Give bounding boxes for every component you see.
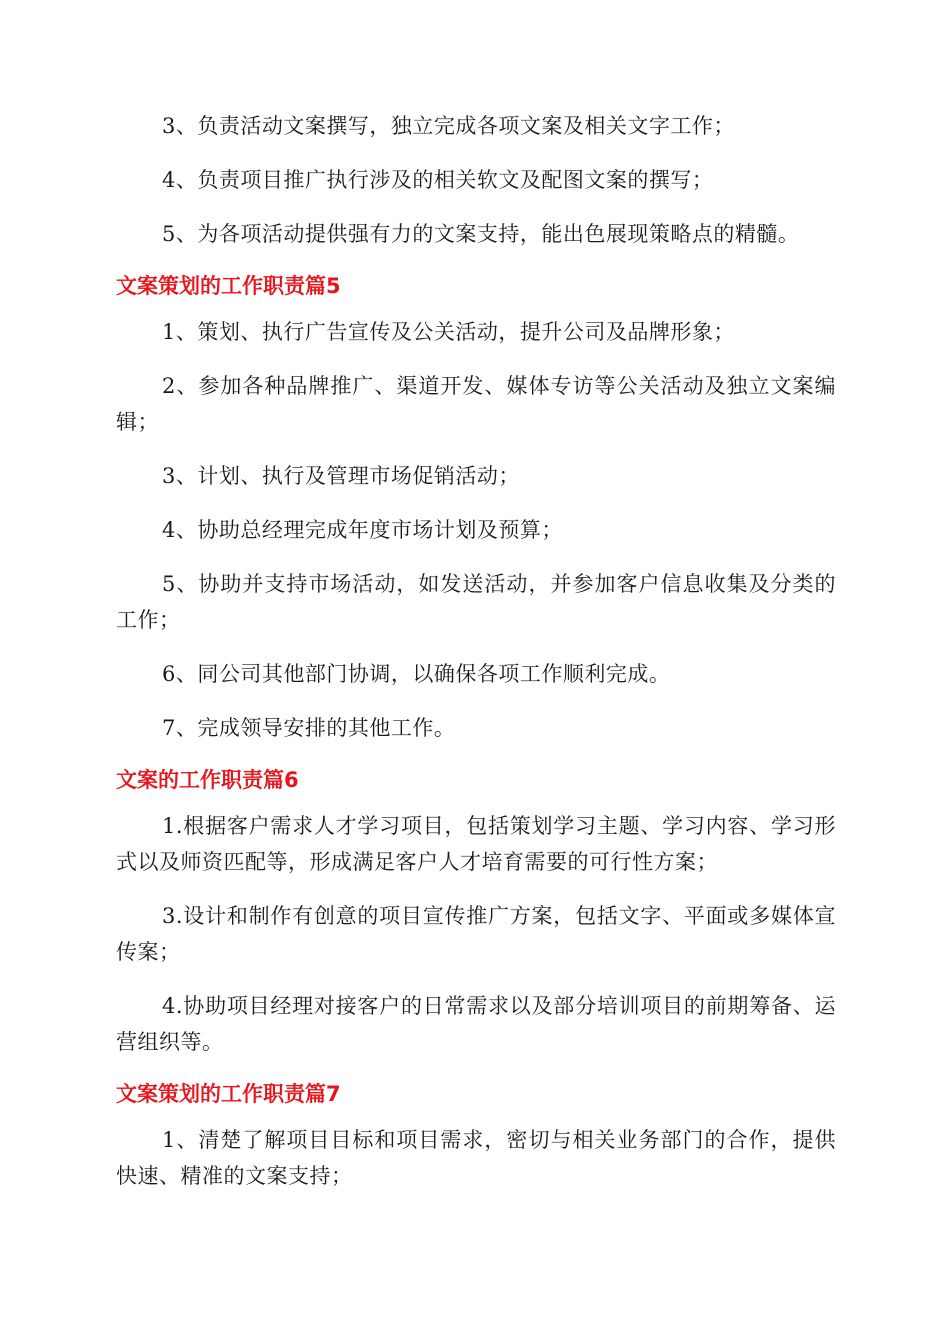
- paragraph: 2、参加各种品牌推广、渠道开发、媒体专访等公关活动及独立文案编辑；: [116, 374, 836, 434]
- paragraph: 4、负责项目推广执行涉及的相关软文及配图文案的撰写；: [162, 168, 714, 192]
- paragraph: 6、同公司其他部门协调，以确保各项工作顺利完成。: [162, 662, 671, 686]
- paragraph: 7、完成领导安排的其他工作。: [162, 716, 456, 740]
- paragraph: 4、协助总经理完成年度市场计划及预算；: [162, 518, 563, 542]
- paragraph: 3、负责活动文案撰写，独立完成各项文案及相关文字工作；: [162, 114, 735, 138]
- paragraph: 5、协助并支持市场活动，如发送活动，并参加客户信息收集及分类的工作；: [116, 572, 836, 632]
- paragraph: 1、策划、执行广告宣传及公关活动，提升公司及品牌形象；: [162, 320, 735, 344]
- paragraph: 4.协助项目经理对接客户的日常需求以及部分培训项目的前期筹备、运营组织等。: [116, 994, 836, 1054]
- section-heading: 文案的工作职责篇6: [116, 768, 299, 792]
- paragraph: 1.根据客户需求人才学习项目，包括策划学习主题、学习内容、学习形式以及师资匹配等，形成满足客户人才培育需要的可行性方案；: [116, 814, 836, 874]
- section-heading: 文案策划的工作职责篇7: [116, 1082, 341, 1106]
- paragraph: 1、清楚了解项目目标和项目需求，密切与相关业务部门的合作，提供快速、精准的文案支持；: [116, 1128, 836, 1188]
- paragraph: 5、为各项活动提供强有力的文案支持，能出色展现策略点的精髓。: [162, 222, 800, 246]
- paragraph: 3、计划、执行及管理市场促销活动；: [162, 464, 520, 488]
- paragraph: 3.设计和制作有创意的项目宣传推广方案，包括文字、平面或多媒体宣传案；: [116, 904, 836, 964]
- section-heading: 文案策划的工作职责篇5: [116, 274, 341, 298]
- document-body: [116, 108, 836, 1212]
